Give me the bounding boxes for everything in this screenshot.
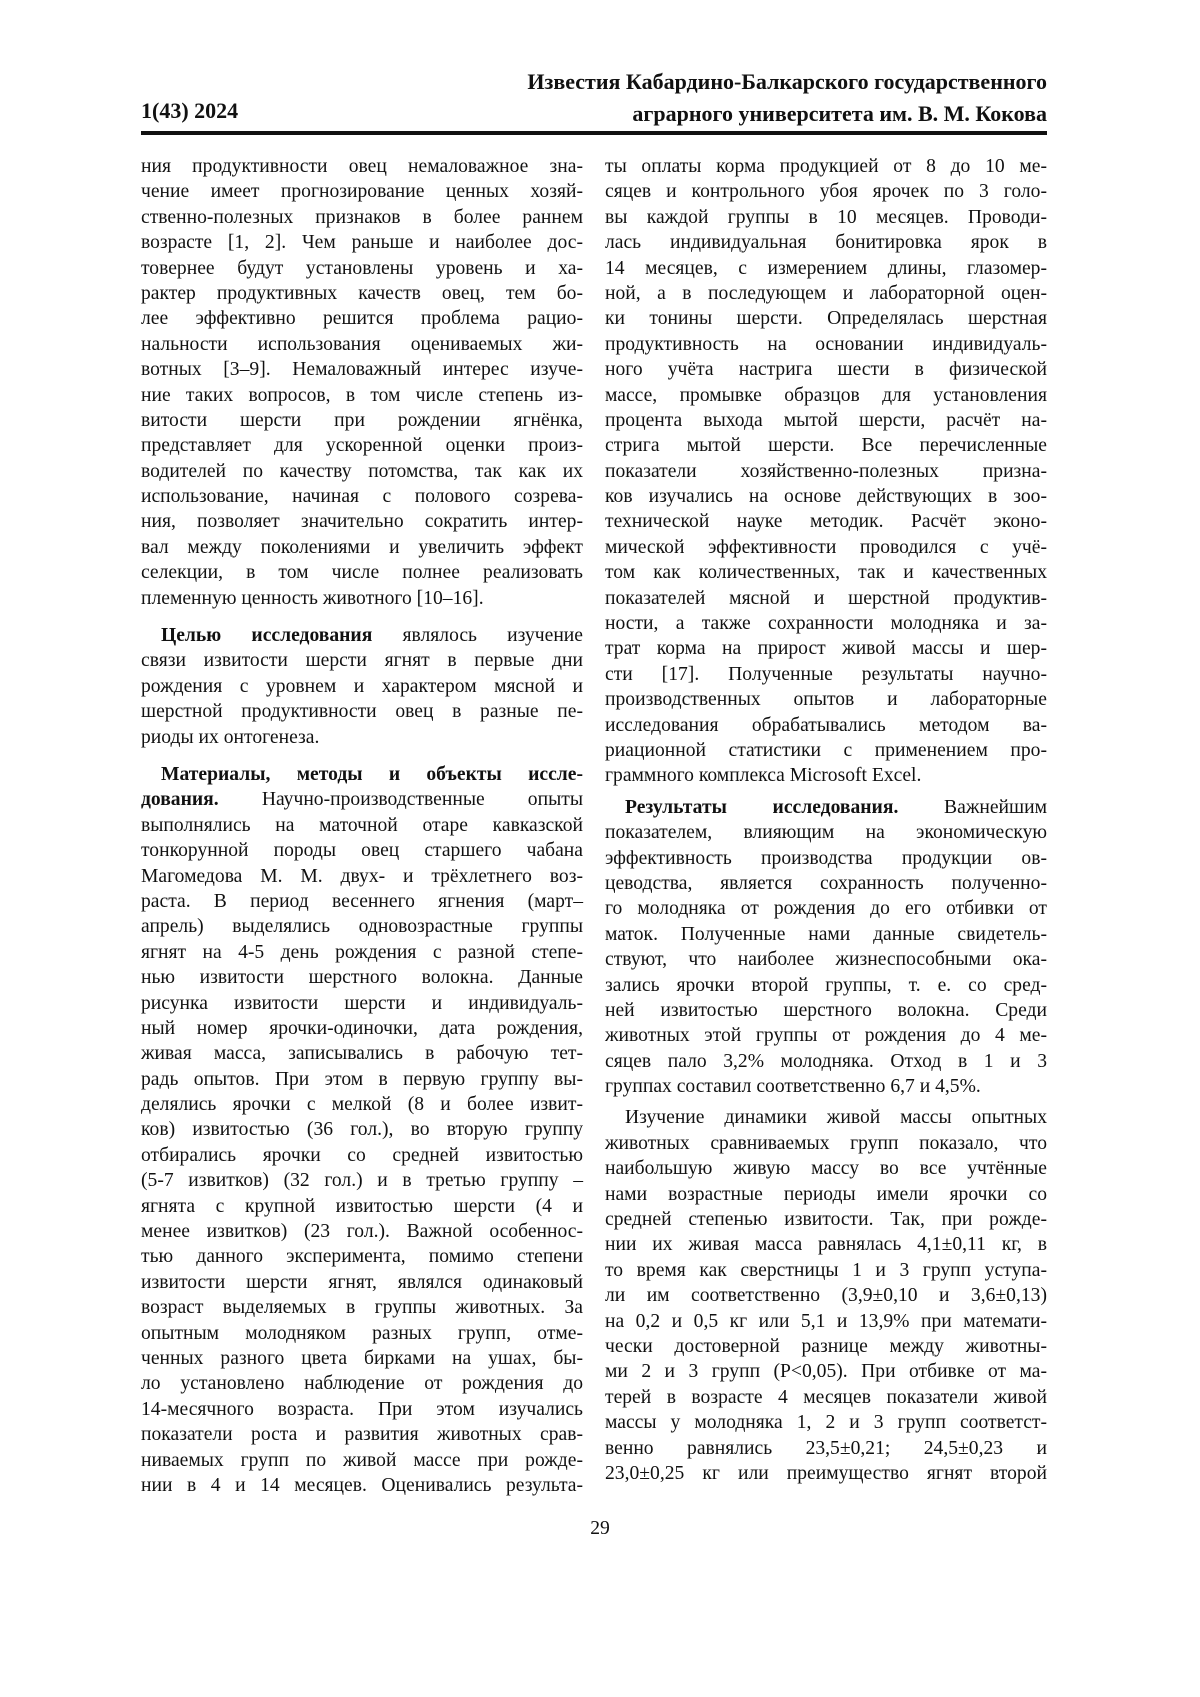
line-text: вы каждой группы в 10 месяцев. Проводи- [605, 207, 1047, 228]
text-line [605, 256, 1047, 281]
line-text: 23,0±0,25 кг или преимущество ягнят второй [605, 1463, 1047, 1484]
text-line [141, 1219, 583, 1244]
text-line [605, 459, 1047, 484]
text-line [141, 1448, 583, 1473]
text-line [605, 306, 1047, 331]
journal-title-line-2: аграрного университета им. В. М. Кокова [527, 98, 1047, 130]
line-text: ков изучались на основе действующих в зоо- [605, 486, 1047, 507]
text-line [605, 947, 1047, 972]
text-line [141, 281, 583, 306]
line-text: вал между поколениями и увеличить эффект [141, 537, 583, 558]
text-line [605, 1258, 1047, 1283]
text-line [141, 509, 583, 534]
paragraph [141, 762, 583, 1498]
line-text: го молодняка от рождения до его отбивки от [605, 898, 1047, 919]
line-text: сяцев и контрольного убоя ярочек по 3 голо- [605, 181, 1047, 202]
text-line [141, 256, 583, 281]
line-text: апрель) выделялись одновозрастные группы [141, 916, 583, 937]
text-line [141, 1194, 583, 1219]
line-text: витости шерсти при рождении ягнёнка, [141, 410, 583, 431]
text-line [141, 1346, 583, 1371]
text-line [605, 230, 1047, 255]
text-line [605, 586, 1047, 611]
text-line [141, 864, 583, 889]
line-text: ли им соответственно (3,9±0,10 и 3,6±0,13) [605, 1285, 1047, 1306]
line-text: рождения с уровнем и характером мясной и [141, 676, 583, 697]
text-line [141, 383, 583, 408]
line-text: использование, начиная с полового созрева- [141, 486, 583, 507]
line-text: отбирались ярочки со средней извитостью [141, 1145, 583, 1166]
line-text: наибольшую живую массу во все учтённые [605, 1158, 1047, 1179]
line-text: извитости шерсти ягнят, являлся одинаковый [141, 1272, 583, 1293]
text-line [605, 1461, 1047, 1486]
text-line [141, 560, 583, 585]
text-line [605, 509, 1047, 534]
text-line [141, 154, 583, 179]
line-text: нии в 4 и 14 месяцев. Оценивались результа- [141, 1475, 583, 1496]
text-line [141, 762, 583, 787]
line-text: ния продуктивности овец немаловажное зна- [141, 156, 583, 177]
text-line [605, 1156, 1047, 1181]
line-text: массе, промывке образцов для установления [605, 385, 1047, 406]
text-line [605, 973, 1047, 998]
line-text: ности, а также сохранности молодняка и за- [605, 613, 1047, 634]
text-line [141, 535, 583, 560]
text-line [141, 725, 583, 750]
line-text: трат корма на прирост живой массы и шер- [605, 638, 1047, 659]
line-text: нью извитости шерстного волокна. Данные [141, 967, 583, 988]
line-text: группах составил соответственно 6,7 и 4,5%. [605, 1076, 981, 1097]
text-line [605, 611, 1047, 636]
line-text: животных сравниваемых групп показало, что [605, 1133, 1047, 1154]
line-text: ние таких вопросов, в том числе степень из- [141, 385, 583, 406]
paragraph [605, 795, 1047, 1100]
line-text: цеводства, является сохранность полученно- [605, 873, 1047, 894]
text-line [605, 1049, 1047, 1074]
line-text: шерстной продуктивности овец в разные пе- [141, 701, 583, 722]
line-text: ниваемых групп по живой массе при рожде- [141, 1450, 583, 1471]
text-line [141, 332, 583, 357]
line-text: средней степенью извитости. Так, при рожде- [605, 1209, 1047, 1230]
line-text: продуктивность на основании индивидуаль- [605, 334, 1047, 355]
line-text: сти [17]. Полученные результаты научно- [605, 664, 1047, 685]
line-text: лась индивидуальная бонитировка ярок в [605, 232, 1047, 253]
text-line [141, 1016, 583, 1041]
line-text: риоды их онтогенеза. [141, 727, 319, 748]
line-text: стрига мытой шерсти. Все перечисленные [605, 435, 1047, 456]
text-line [141, 623, 583, 648]
line-text: ного учёта настрига шести в физической [605, 359, 1047, 380]
line-text: тонкорунной породы овец старшего чабана [141, 840, 583, 861]
text-line [141, 459, 583, 484]
paragraph [605, 154, 1047, 789]
line-text: чение имеет прогнозирование ценных хозяй- [141, 181, 583, 202]
text-line [605, 1232, 1047, 1257]
line-text: селекции, в том числе полнее реализовать [141, 562, 583, 583]
text-line [141, 1067, 583, 1092]
line-text: 14 месяцев, с измерением длины, глазомер- [605, 258, 1047, 279]
text-line [605, 1283, 1047, 1308]
line-text: водителей по качеству потомства, так как их [141, 461, 583, 482]
line-text: нальности использования оцениваемых жи- [141, 334, 583, 355]
line-text: раста. В период весеннего ягнения (март– [141, 891, 583, 912]
line-text: товернее будут установлены уровень и ха- [141, 258, 583, 279]
text-line [605, 179, 1047, 204]
bold-heading: Целью исследования [161, 625, 372, 646]
text-line [141, 1270, 583, 1295]
text-line [141, 433, 583, 458]
text-line [605, 1023, 1047, 1048]
text-line [605, 281, 1047, 306]
text-line [605, 1074, 1047, 1099]
line-text: выполнялись на маточной отаре кавказской [141, 815, 583, 836]
text-line [605, 560, 1047, 585]
paragraph [141, 154, 583, 611]
line-text: то время как сверстницы 1 и 3 групп уступа- [605, 1260, 1047, 1281]
line-text: ми 2 и 3 групп (P<0,05). При отбивке от ма- [605, 1361, 1047, 1382]
text-line [605, 1359, 1047, 1384]
text-line [141, 1422, 583, 1447]
text-line [605, 687, 1047, 712]
line-text: ный номер ярочки-одиночки, дата рождения, [141, 1018, 583, 1039]
line-text: Научно-производственные опыты [219, 789, 583, 810]
line-text: вотных [3–9]. Немаловажный интерес изуче- [141, 359, 583, 380]
line-text: представляет для ускоренной оценки произ- [141, 435, 583, 456]
text-line [141, 813, 583, 838]
text-line [605, 484, 1047, 509]
page-number: 29 [0, 1518, 1200, 1540]
text-line [605, 998, 1047, 1023]
line-text: ней извитостью шерстного волокна. Среди [605, 1000, 1047, 1021]
text-line [605, 636, 1047, 661]
text-line [605, 738, 1047, 763]
text-line [141, 1244, 583, 1269]
text-line [605, 383, 1047, 408]
line-text: (5-7 извитков) (32 гол.) и в третью группу – [141, 1170, 583, 1191]
line-text: рисунка извитости шерсти и индивидуаль- [141, 993, 583, 1014]
text-line [141, 205, 583, 230]
line-text: том как количественных, так и качественных [605, 562, 1047, 583]
text-line [605, 795, 1047, 820]
text-line [605, 1207, 1047, 1232]
text-line [605, 1410, 1047, 1435]
text-line [605, 820, 1047, 845]
line-text: массы у молодняка 1, 2 и 3 групп соответст- [605, 1412, 1047, 1433]
line-text: производственных опытов и лабораторные [605, 689, 1047, 710]
paragraph [605, 1105, 1047, 1486]
line-text: ков) извитостью (36 гол.), во вторую группу [141, 1119, 583, 1140]
bold-heading: Материалы, методы и объекты иссле- [161, 764, 583, 785]
line-text: на 0,2 и 0,5 кг или 5,1 и 13,9% при математи- [605, 1311, 1047, 1332]
line-text: мической эффективности проводился с учё- [605, 537, 1047, 558]
text-line [605, 535, 1047, 560]
line-text: ты оплаты корма продукцией от 8 до 10 ме- [605, 156, 1047, 177]
bold-heading: Результаты исследования. [625, 797, 898, 818]
line-text: маток. Полученные нами данные свидетель- [605, 924, 1047, 945]
line-text: ки тонины шерсти. Определялась шерстная [605, 308, 1047, 329]
text-line [605, 1309, 1047, 1334]
line-text: ной, а в последующем и лабораторной оцен- [605, 283, 1047, 304]
text-line [605, 357, 1047, 382]
left-column [141, 154, 583, 1498]
line-text: чески достоверной разнице между животны- [605, 1336, 1047, 1357]
line-text: риационной статистики с применением про- [605, 740, 1047, 761]
text-line [141, 1168, 583, 1193]
line-text: процента выхода мытой шерсти, расчёт на- [605, 410, 1047, 431]
line-text: исследования обрабатывались методом ва- [605, 715, 1047, 736]
text-line [141, 1092, 583, 1117]
line-text: являлось изучение [372, 625, 583, 646]
line-text: племенную ценность животного [10–16]. [141, 588, 484, 609]
line-text: ния, позволяет значительно сократить интер- [141, 511, 583, 532]
text-line [605, 408, 1047, 433]
line-text: нии их живая масса равнялась 4,1±0,11 кг, в [605, 1234, 1047, 1255]
line-text: рактер продуктивных качеств овец, тем бо- [141, 283, 583, 304]
text-line [141, 1143, 583, 1168]
text-line [605, 1182, 1047, 1207]
line-text: возрасте [1, 2]. Чем раньше и наиболее дос- [141, 232, 583, 253]
text-line [141, 1321, 583, 1346]
text-line [605, 896, 1047, 921]
line-text: 14-месячного возраста. При этом изучались [141, 1399, 583, 1420]
text-line [141, 1041, 583, 1066]
line-text: зались ярочки второй группы, т. е. со сред- [605, 975, 1047, 996]
line-text: показатели хозяйственно-полезных призна- [605, 461, 1047, 482]
text-line [605, 713, 1047, 738]
text-line [605, 1436, 1047, 1461]
line-text: ягнята с крупной извитостью шерсти (4 и [141, 1196, 583, 1217]
text-line [605, 871, 1047, 896]
line-text: ствуют, что наиболее жизнеспособными ока- [605, 949, 1047, 970]
line-text: ло установлено наблюдение от рождения до [141, 1373, 583, 1394]
line-text: терей в возрасте 4 месяцев показатели живой [605, 1387, 1047, 1408]
journal-title-line-1: Известия Кабардино-Балкарского государственного [527, 66, 1047, 98]
text-line [141, 1295, 583, 1320]
text-line [141, 408, 583, 433]
text-line [141, 940, 583, 965]
line-text: эффективность производства продукции ов- [605, 848, 1047, 869]
line-text: Важнейшим [898, 797, 1047, 818]
text-line [605, 154, 1047, 179]
line-text: Изучение динамики живой массы опытных [625, 1107, 1047, 1128]
text-line [605, 922, 1047, 947]
text-line [141, 674, 583, 699]
text-line [141, 699, 583, 724]
text-line [605, 846, 1047, 871]
bold-heading: дования. [141, 789, 219, 810]
line-text: возраст выделяемых в группы животных. За [141, 1297, 583, 1318]
journal-issue: 1(43) 2024 [141, 98, 238, 124]
text-line [141, 914, 583, 939]
text-line [141, 179, 583, 204]
line-text: ягнят на 4-5 день рождения с разной степе- [141, 942, 583, 963]
line-text: лее эффективно решится проблема рацио- [141, 308, 583, 329]
text-line [605, 1385, 1047, 1410]
text-line [605, 332, 1047, 357]
line-text: венно равнялись 23,5±0,21; 24,5±0,23 и [605, 1438, 1047, 1459]
text-line [141, 991, 583, 1016]
line-text: технической науке методик. Расчёт эконо- [605, 511, 1047, 532]
line-text: ченных разного цвета бирками на ушах, бы- [141, 1348, 583, 1369]
line-text: делялись ярочки с мелкой (8 и более извит- [141, 1094, 583, 1115]
line-text: сяцев пало 3,2% молодняка. Отход в 1 и 3 [605, 1051, 1047, 1072]
text-line [605, 1334, 1047, 1359]
paragraph [141, 623, 583, 750]
text-line [141, 787, 583, 812]
text-line [141, 1473, 583, 1498]
text-line [141, 838, 583, 863]
line-text: ственно-полезных признаков в более раннем [141, 207, 583, 228]
text-line [141, 357, 583, 382]
text-line [605, 763, 1047, 788]
line-text: тью данного эксперимента, помимо степени [141, 1246, 583, 1267]
line-text: опытным молодняком разных групп, отме- [141, 1323, 583, 1344]
text-line [141, 889, 583, 914]
journal-title [527, 66, 1047, 130]
text-line [605, 1131, 1047, 1156]
line-text: показатели роста и развития животных срав- [141, 1424, 583, 1445]
text-line [141, 586, 583, 611]
line-text: показателей мясной и шерстной продуктив- [605, 588, 1047, 609]
line-text: менее извитков) (23 гол.). Важной особеннос- [141, 1221, 583, 1242]
text-line [141, 1117, 583, 1142]
line-text: живая масса, записывались в рабочую тет- [141, 1043, 583, 1064]
header-divider [141, 131, 1047, 135]
text-line [605, 205, 1047, 230]
line-text: граммного комплекса Microsoft Excel. [605, 765, 921, 786]
line-text: связи извитости шерсти ягнят в первые дни [141, 650, 583, 671]
text-line [141, 1397, 583, 1422]
line-text: Магомедова М. М. двух- и трёхлетнего воз- [141, 866, 583, 887]
line-text: животных этой группы от рождения до 4 ме- [605, 1025, 1047, 1046]
line-text: радь опытов. При этом в первую группу вы- [141, 1069, 583, 1090]
text-line [141, 230, 583, 255]
text-line [605, 1105, 1047, 1130]
text-line [141, 965, 583, 990]
text-line [141, 1371, 583, 1396]
text-line [141, 484, 583, 509]
line-text: показателем, влияющим на экономическую [605, 822, 1047, 843]
right-column [605, 154, 1047, 1486]
line-text: нами возрастные периоды имели ярочки со [605, 1184, 1047, 1205]
text-line [605, 433, 1047, 458]
text-line [141, 306, 583, 331]
text-line [605, 662, 1047, 687]
text-line [141, 648, 583, 673]
